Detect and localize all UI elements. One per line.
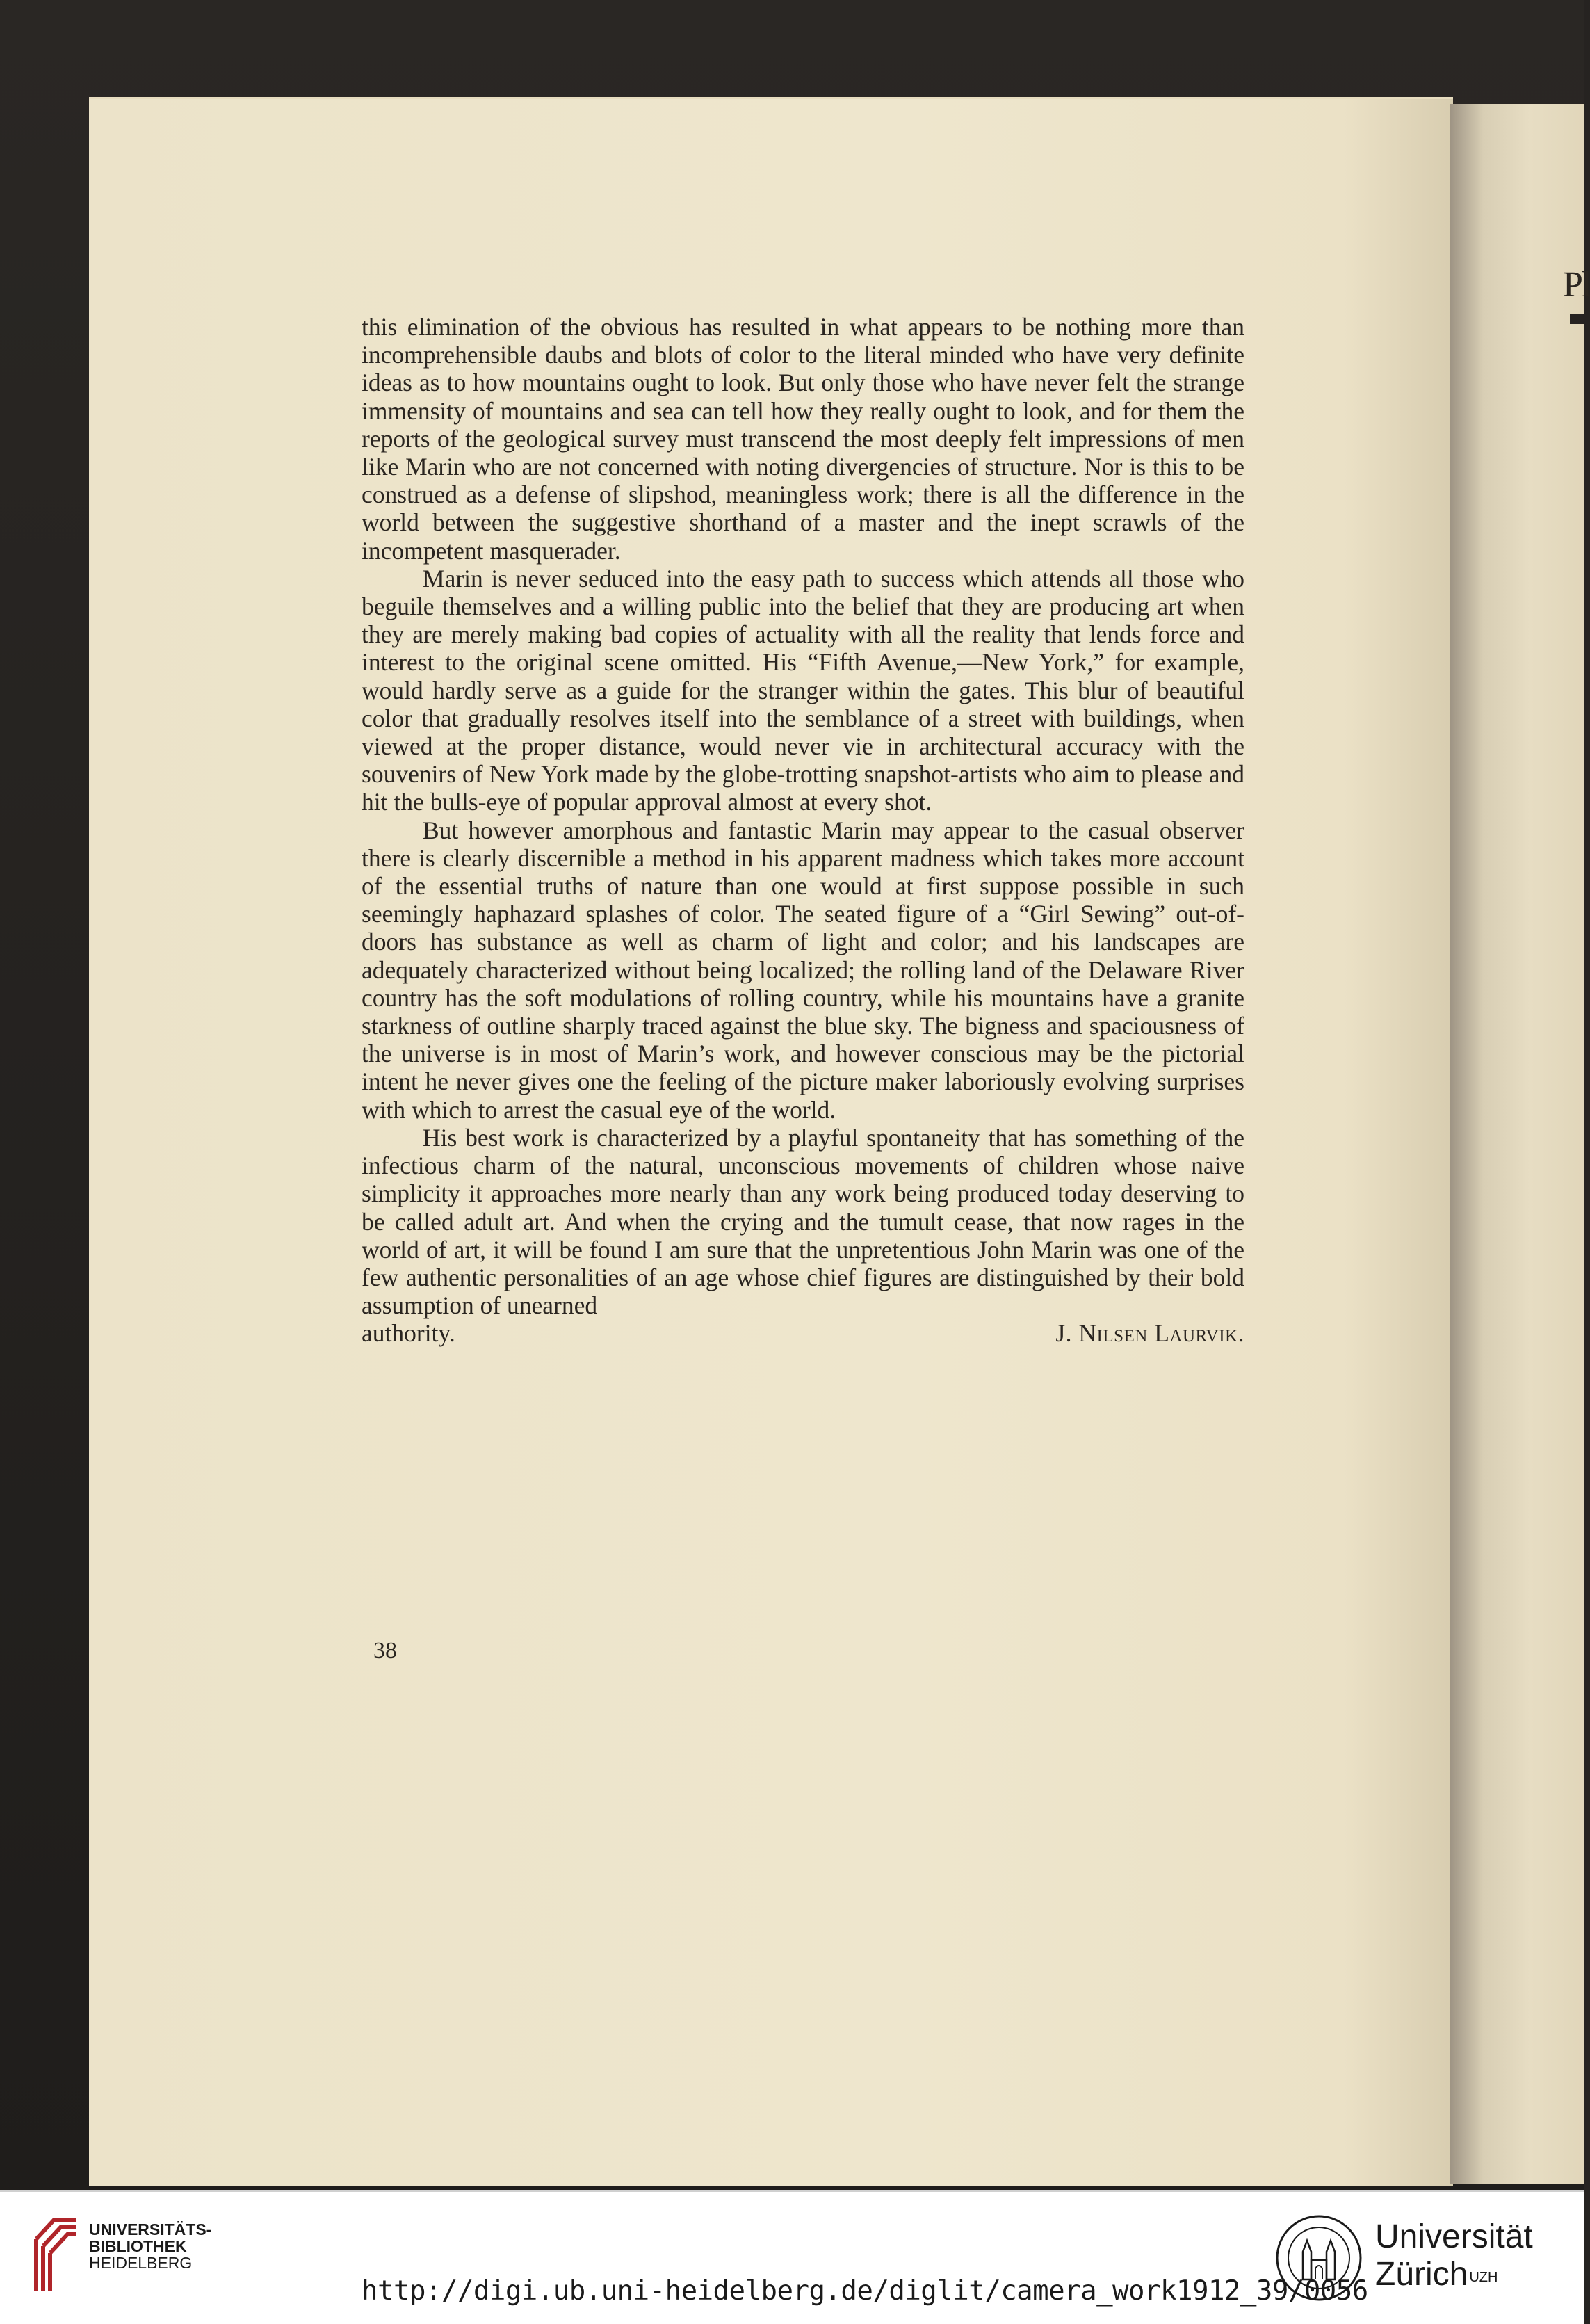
viewer-footer: [0, 2190, 1584, 2324]
paragraph-1: this elimination of the obvious has resulted in what appears to be nothing more than incomprehensible daubs and blots of color to the literal minded who have very definite ideas as to how mountains ought to look. But only those who have never felt the strange immensity of mountains and sea can tell how they really ought to look, and for them the reports of the geological survey must transcend the most deeply felt impressions of men like Marin who are not concerned with noting divergencies of structure. Nor is this to be construed as a defense of slipshod, meaningless work; there is all the difference in the world between the suggestive shorthand of a master and the inept scrawls of the incompetent masquerader.: [362, 313, 1244, 565]
university-name: [1375, 2218, 1533, 2293]
author-signature: J. Nilsen Laurvik.: [1055, 1319, 1244, 1348]
library-name-line2: BIBLIOTHEK: [89, 2237, 187, 2255]
facing-page-glyph: Pl: [1563, 265, 1590, 305]
permalink-url[interactable]: http://digi.ub.uni-heidelberg.de/diglit/camera_work1912_39/0056: [362, 2275, 1368, 2307]
library-name-line1: UNIVERSITÄTS-: [89, 2220, 212, 2238]
library-city: HEIDELBERG: [89, 2254, 193, 2272]
university-name-line1: Universität: [1375, 2218, 1533, 2255]
paragraph-4: His best work is characterized by a playful spontaneity that has something of the infectious charm of the natural, unconscious movements of children whose naive simplicity it approaches more nearly than any work being produced today deserving to be called adult art. And when the crying and the tumult cease, that now rages in the world of art, it will be found I am sure that the unpretentious John Marin was one of the few authentic personalities of an age whose chief figures are distinguished by their bold assumption of unearned: [362, 1123, 1244, 1320]
university-name-line2: [1375, 2256, 1533, 2293]
signature-line: [362, 1319, 1244, 1347]
paragraph-3: But however amorphous and fantastic Marin may appear to the casual observer there is clearly discernible a method in his apparent madness which takes more account of the essential truths of nature than one would at first suppose possible in such seemingly haphazard splashes of color. The seated figure of a “Girl Sewing” out-of-doors has substance as well as charm of light and color; and his landscapes are adequately characterized without being localized; the rolling land of the Delaware River country has the soft modulations of rolling country, while his mountains have a granite starkness of outline sharply traced against the blue sky. The bigness and spaciousness of the universe is in most of Marin’s work, and however conscious may be the pictorial intent he never gives one the feeling of the picture maker laboriously evolving surprises with which to arrest the casual eye of the world.: [362, 816, 1244, 1124]
facing-page-rule: [1570, 314, 1584, 324]
uzh-superscript: UZH: [1469, 2270, 1498, 2285]
page-number: 38: [373, 1638, 397, 1663]
library-name: [89, 2221, 211, 2271]
facing-page-edge: [1450, 104, 1584, 2184]
article-body: [362, 313, 1244, 1348]
closing-word: authority.: [362, 1319, 455, 1348]
university-seal-icon: [1274, 2213, 1364, 2303]
paragraph-2: Marin is never seduced into the easy path to success which attends all those who beguile themselves and a willing public into the belief that they are producing art when they are merely making bad copies of actuality with all the reality that lends force and interest to the original scene omitted. His “Fifth Avenue,—New York,” for example, would hardly serve as a guide for the stranger within the gates. This blur of beautiful color that gradually resolves itself into the semblance of a street with buildings, when viewed at the proper distance, would never vie in architectural accuracy with the souvenirs of New York made by the globe-trotting snapshot-artists who aim to please and hit the bulls-eye of popular approval almost at every shot.: [362, 564, 1244, 816]
university-city: Zürich: [1375, 2256, 1468, 2293]
heidelberg-library-logo-icon: [33, 2216, 79, 2293]
